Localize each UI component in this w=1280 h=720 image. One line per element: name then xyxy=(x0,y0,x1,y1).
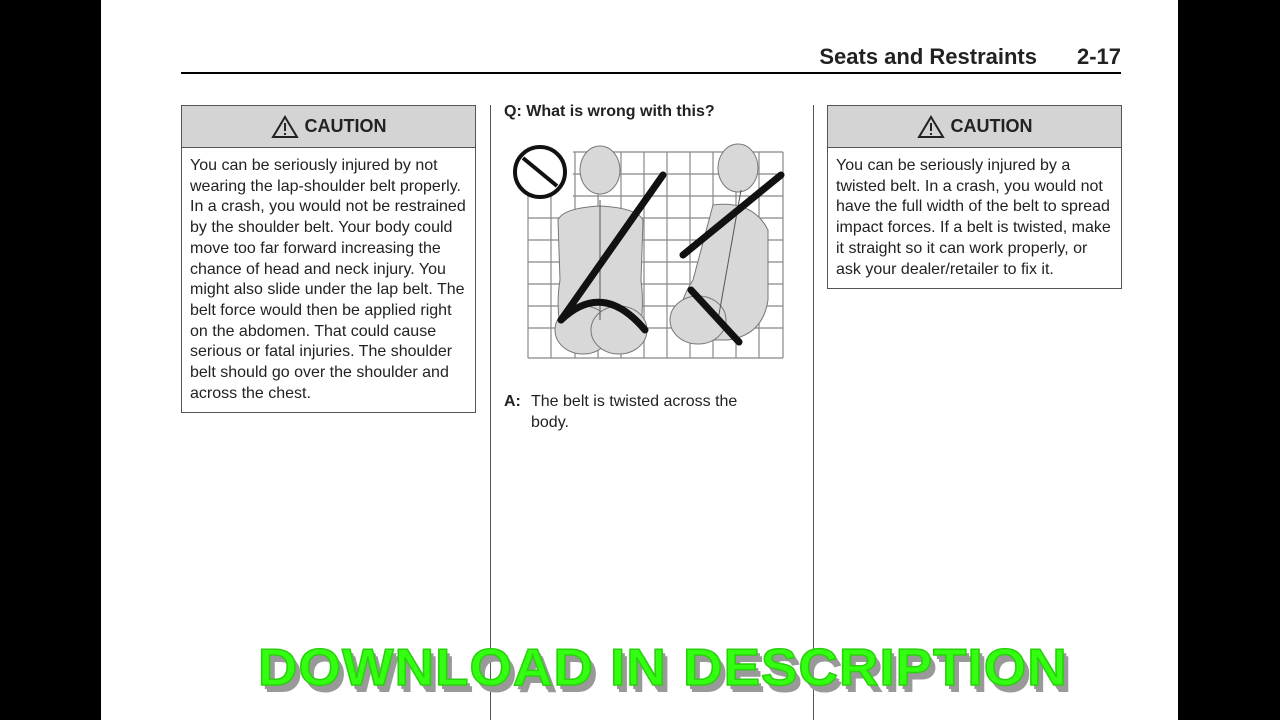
answer-text: The belt is twisted across the body. xyxy=(531,393,738,431)
caution-header xyxy=(828,106,1121,148)
twisted-belt-illustration xyxy=(513,140,787,362)
question: Q: What is wrong with this? xyxy=(504,103,715,120)
answer xyxy=(504,391,754,433)
column-divider xyxy=(813,105,814,720)
answer-prefix: A: xyxy=(504,393,521,410)
page-header xyxy=(181,44,1121,74)
caution-text: You can be seriously injured by a twisted belt. In a crash, you would not have the full width of the belt to spread impact forces. If a belt is twisted, make it straight so it can work properly, or ask your dealer/retailer to fix it. xyxy=(836,157,1111,278)
download-banner: DOWNLOAD IN DESCRIPTION xyxy=(258,639,1068,697)
caution-label: CAUTION xyxy=(304,116,387,136)
caution-text: You can be seriously injured by not wearing the lap-shoulder belt properly. In a crash, you would not be restrained by the shoulder belt. Your body could move too far forward increasing the chance of head and neck injury. You might also slide under the lap belt. The belt force would then be applied right on the abdomen. That could cause serious or fatal injuries. The shoulder belt should go over the shoulder and across the chest. xyxy=(190,157,466,402)
prohibited-icon xyxy=(515,147,565,197)
column-divider xyxy=(490,105,491,720)
page-number: 2-17 xyxy=(1076,44,1121,69)
caution-box-left xyxy=(181,105,476,413)
section-title: Seats and Restraints xyxy=(819,44,1037,69)
warning-triangle-icon xyxy=(917,115,945,139)
caution-box-right xyxy=(827,105,1122,289)
warning-triangle-icon xyxy=(271,115,299,139)
caution-label: CAUTION xyxy=(950,116,1033,136)
caution-header xyxy=(182,106,475,148)
manual-page xyxy=(101,0,1178,720)
